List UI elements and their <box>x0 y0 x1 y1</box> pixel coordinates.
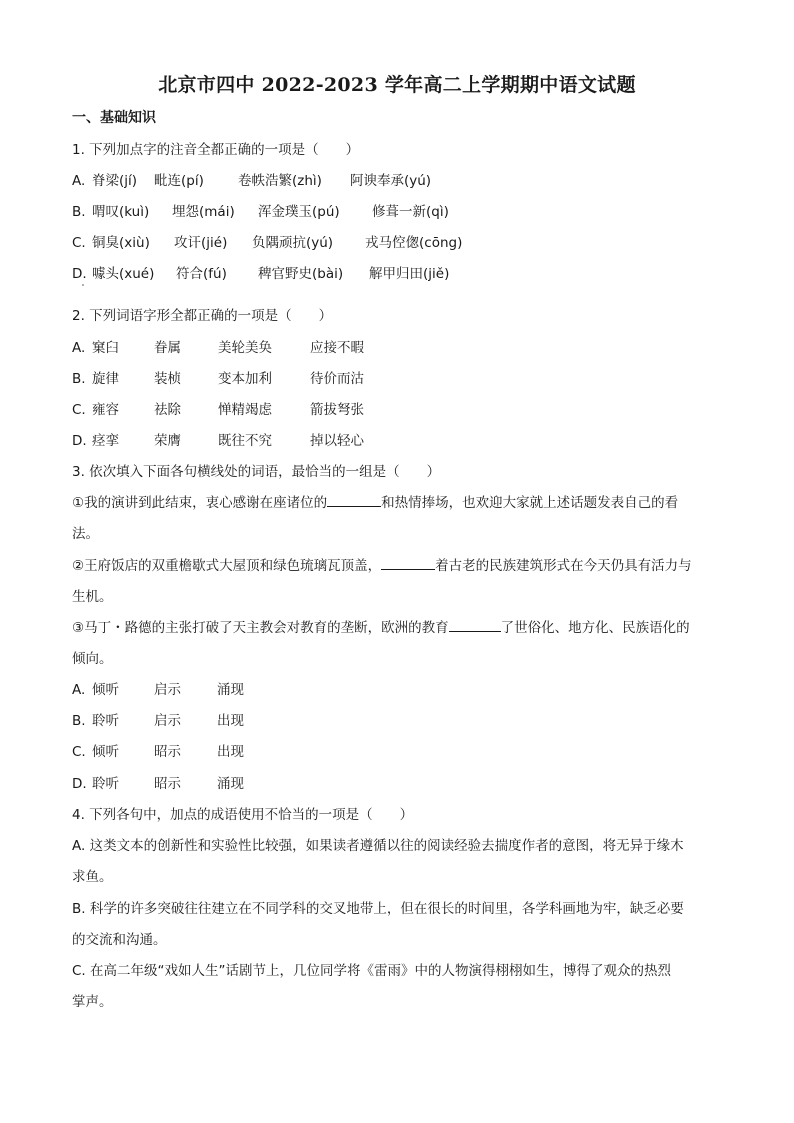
option-item: 美轮美奂 <box>218 340 272 356</box>
option-label: D. <box>72 776 87 792</box>
q2-option-d[interactable] <box>72 431 364 451</box>
section-heading: 一、基础知识 <box>72 110 156 126</box>
option-item: 荣膺 <box>154 433 181 449</box>
option-item: 祛除 <box>154 402 181 418</box>
option-item: 眷属 <box>154 340 181 356</box>
option-item: 埋怨(mái) <box>172 204 235 220</box>
option-item: 窠臼 <box>92 340 119 356</box>
option-item: 聆听 <box>92 776 119 792</box>
sentence-text: 了世俗化、地方化、民族语化的 <box>500 620 690 636</box>
option-label: D. <box>72 433 87 449</box>
q3-sentence-2 <box>72 556 692 576</box>
option-item: 旋律 <box>92 371 119 387</box>
option-item: 攻讦(jié) <box>174 235 228 251</box>
stray-mark <box>82 284 84 286</box>
option-label: A. <box>72 682 86 698</box>
q3-option-c[interactable] <box>72 742 244 762</box>
option-label: C. <box>72 744 86 760</box>
question-3-stem: 3. 依次填入下面各句横线处的词语，最恰当的一组是（ ） <box>72 464 441 480</box>
option-item: 箭拔弩张 <box>310 402 364 418</box>
option-label: C. <box>72 235 86 251</box>
option-item: 惮精竭虑 <box>218 402 272 418</box>
question-4-stem: 4. 下列各句中，加点的成语使用不恰当的一项是（ ） <box>72 807 414 823</box>
sentence-text: ②王府饭店的双重檐歇式大屋顶和绿色琉璃瓦顶盖， <box>72 558 382 574</box>
option-item: 痉挛 <box>92 433 119 449</box>
option-item: 装桢 <box>154 371 181 387</box>
option-item: 应接不暇 <box>310 340 364 356</box>
option-item: 聆听 <box>92 713 119 729</box>
option-item: 待价而沽 <box>310 371 364 387</box>
q1-option-b[interactable] <box>72 202 449 222</box>
q1-option-a[interactable] <box>72 171 431 191</box>
q3-sentence-2-cont: 生机。 <box>72 589 113 605</box>
q4-option-c-cont: 掌声。 <box>72 994 113 1010</box>
option-label: B. <box>72 204 86 220</box>
option-item: 出现 <box>217 744 244 760</box>
q3-option-a[interactable] <box>72 680 244 700</box>
option-item: 浑金璞玉(pú) <box>258 204 340 220</box>
question-1-stem: 1. 下列加点字的注音全都正确的一项是（ ） <box>72 142 360 158</box>
option-item: 铜臭(xiù) <box>92 235 150 251</box>
fill-blank-3[interactable] <box>449 618 501 632</box>
option-item: 修葺一新(qì) <box>372 204 449 220</box>
q1-option-d[interactable] <box>72 264 449 284</box>
q2-option-c[interactable] <box>72 400 364 420</box>
question-2-stem: 2. 下列词语字形全都正确的一项是（ ） <box>72 308 333 324</box>
option-item: 符合(fú) <box>176 266 227 282</box>
option-item: 掉以轻心 <box>310 433 364 449</box>
q3-option-d[interactable] <box>72 774 244 794</box>
option-item: 阿谀奉承(yú) <box>350 173 432 189</box>
option-item: 喟叹(kuì) <box>92 204 150 220</box>
q3-sentence-1-cont: 法。 <box>72 526 99 542</box>
option-item: 变本加利 <box>218 371 272 387</box>
option-item: 出现 <box>217 713 244 729</box>
q3-sentence-3-cont: 倾向。 <box>72 651 113 667</box>
option-item: 既往不究 <box>218 433 272 449</box>
q3-sentence-1 <box>72 493 678 513</box>
sentence-text: 和热情捧场，也欢迎大家就上述话题发表自己的看 <box>381 495 679 511</box>
option-label: A. <box>72 340 86 356</box>
q4-option-a[interactable]: A. 这类文本的创新性和实验性比较强，如果读者遵循以往的阅读经验去揣度作者的意图，将无异于缘木 <box>72 838 684 854</box>
option-item: 倾听 <box>92 744 119 760</box>
option-item: 卷帙浩繁(zhì) <box>238 173 322 189</box>
option-item: 雍容 <box>92 402 119 418</box>
page-title: 北京市四中 2022-2023 学年高二上学期期中语文试题 <box>158 74 636 96</box>
option-item: 启示 <box>154 713 181 729</box>
option-item: 启示 <box>154 682 181 698</box>
option-label: A. <box>72 173 86 189</box>
option-item: 稗官野史(bài) <box>258 266 344 282</box>
fill-blank-2[interactable] <box>381 556 435 570</box>
option-item: 解甲归田(jiě) <box>369 266 450 282</box>
option-item: 毗连(pí) <box>154 173 204 189</box>
option-item: 涌现 <box>217 682 244 698</box>
option-label: D. <box>72 266 87 282</box>
sentence-text: ③马丁・路德的主张打破了天主教会对教育的垄断，欧洲的教育 <box>72 620 449 636</box>
q4-option-c[interactable]: C. 在高二年级“戏如人生”话剧节上，几位同学将《雷雨》中的人物演得栩栩如生，博得了观众的热烈 <box>72 963 671 979</box>
option-item: 昭示 <box>154 744 181 760</box>
q3-option-b[interactable] <box>72 711 244 731</box>
sentence-text: 着古老的民族建筑形式在今天仍具有活力与 <box>435 558 692 574</box>
q4-option-b[interactable]: B. 科学的许多突破往往建立在不同学科的交叉地带上，但在很长的时间里，各学科画地为牢，缺乏必要 <box>72 901 684 917</box>
q3-sentence-3 <box>72 618 690 638</box>
option-item: 涌现 <box>217 776 244 792</box>
option-label: B. <box>72 371 86 387</box>
option-item: 昭示 <box>154 776 181 792</box>
q1-option-c[interactable] <box>72 233 462 253</box>
q4-option-a-cont: 求鱼。 <box>72 869 113 885</box>
q4-option-b-cont: 的交流和沟通。 <box>72 932 167 948</box>
fill-blank-1[interactable] <box>327 493 381 507</box>
q2-option-b[interactable] <box>72 369 364 389</box>
q2-option-a[interactable] <box>72 338 364 358</box>
option-item: 噱头(xué) <box>92 266 155 282</box>
option-item: 负隅顽抗(yú) <box>252 235 334 251</box>
sentence-text: ①我的演讲到此结束，衷心感谢在座诸位的 <box>72 495 328 511</box>
option-label: B. <box>72 713 86 729</box>
option-label: C. <box>72 402 86 418</box>
option-item: 倾听 <box>92 682 119 698</box>
option-item: 戎马倥偬(cōng) <box>365 235 463 251</box>
option-item: 脊梁(jí) <box>92 173 138 189</box>
